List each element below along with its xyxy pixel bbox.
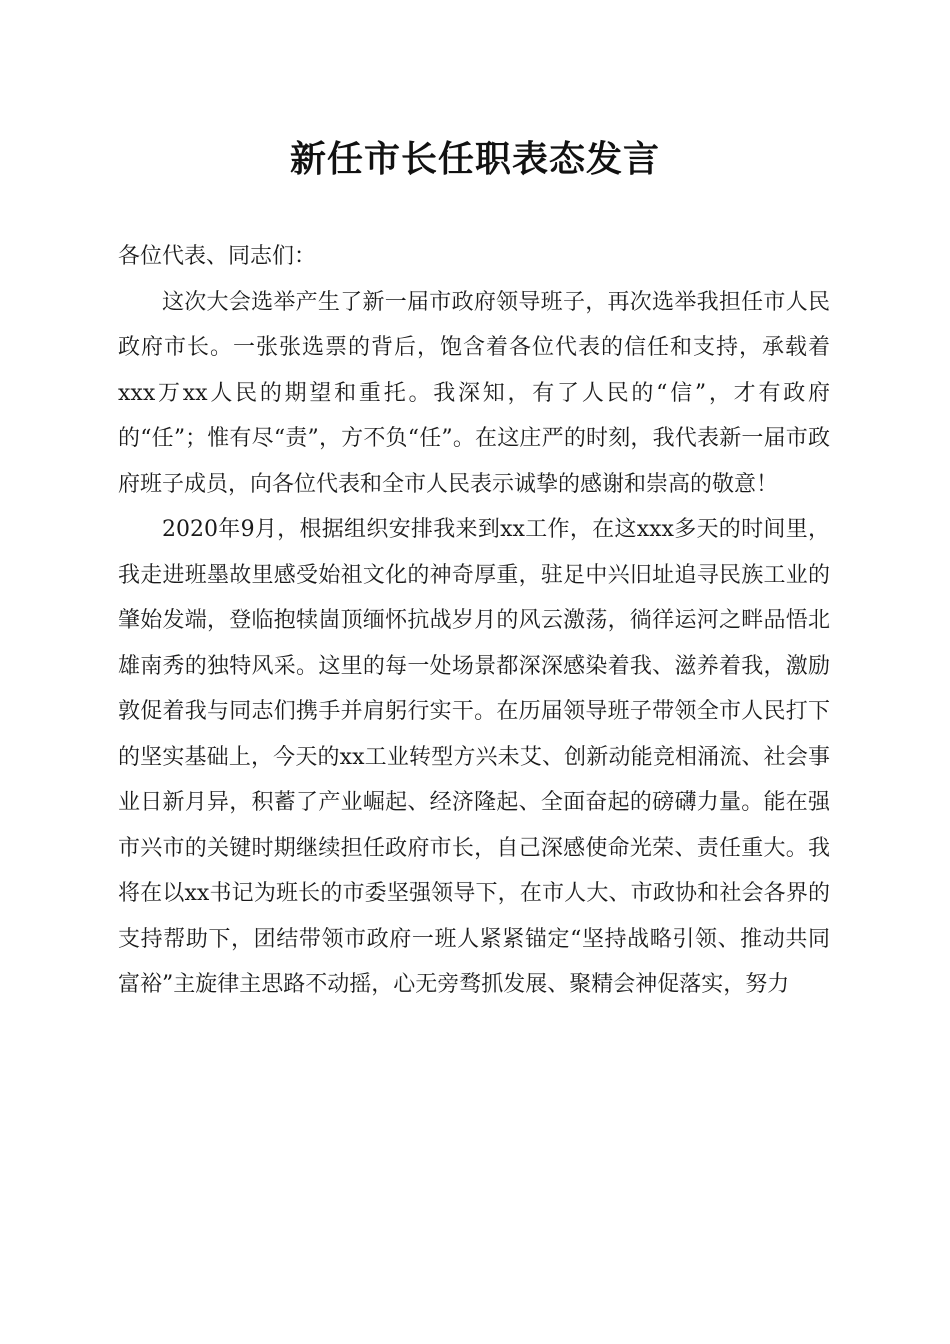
document-body (118, 234, 830, 1008)
document-title: 新任市长任职表态发言 (289, 138, 660, 180)
paragraph-1: 这次大会选举产生了新一届市政府领导班子，再次选举我担任市人民政府市长。一张张选票的背后，饱含着各位代表的信任和支持，承载着xxx万xx人民的期望和重托。我深知，有了人民的“信”，才有政府的“任”；惟有尽“责”，方不负“任”。在这庄严的时刻，我代表新一届市政府班子成员，向各位代表和全市人民表示诚挚的感谢和崇高的敬意！ (118, 289, 830, 497)
paragraph-2: 2020年9月，根据组织安排我来到xx工作，在这xxx多天的时间里，我走进班墨故里感受始祖文化的神奇厚重，驻足中兴旧址追寻民族工业的肇始发端，登临抱犊崮顶缅怀抗战岁月的风云激荡，徜徉运河之畔品悟北雄南秀的独特风采。这里的每一处场景都深深感染着我、滋养着我，激励敦促着我与同志们携手并肩躬行实干。在历届领导班子带领全市人民打下的坚实基础上，今天的xx工业转型方兴未艾、创新动能竞相涌流、社会事业日新月异，积蓄了产业崛起、经济隆起、全面奋起的磅礴力量。能在强市兴市的关键时期继续担任政府市长，自己深感使命光荣、责任重大。我将在以xx书记为班长的市委坚强领导下，在市人大、市政协和社会各界的支持帮助下，团结带领市政府一班人紧紧锚定“坚持战略引领、推动共同富裕”主旋律主思路不动摇，心无旁骛抓发展、聚精会神促落实，努力 (118, 517, 830, 997)
salutation: 各位代表、同志们： (118, 244, 317, 269)
